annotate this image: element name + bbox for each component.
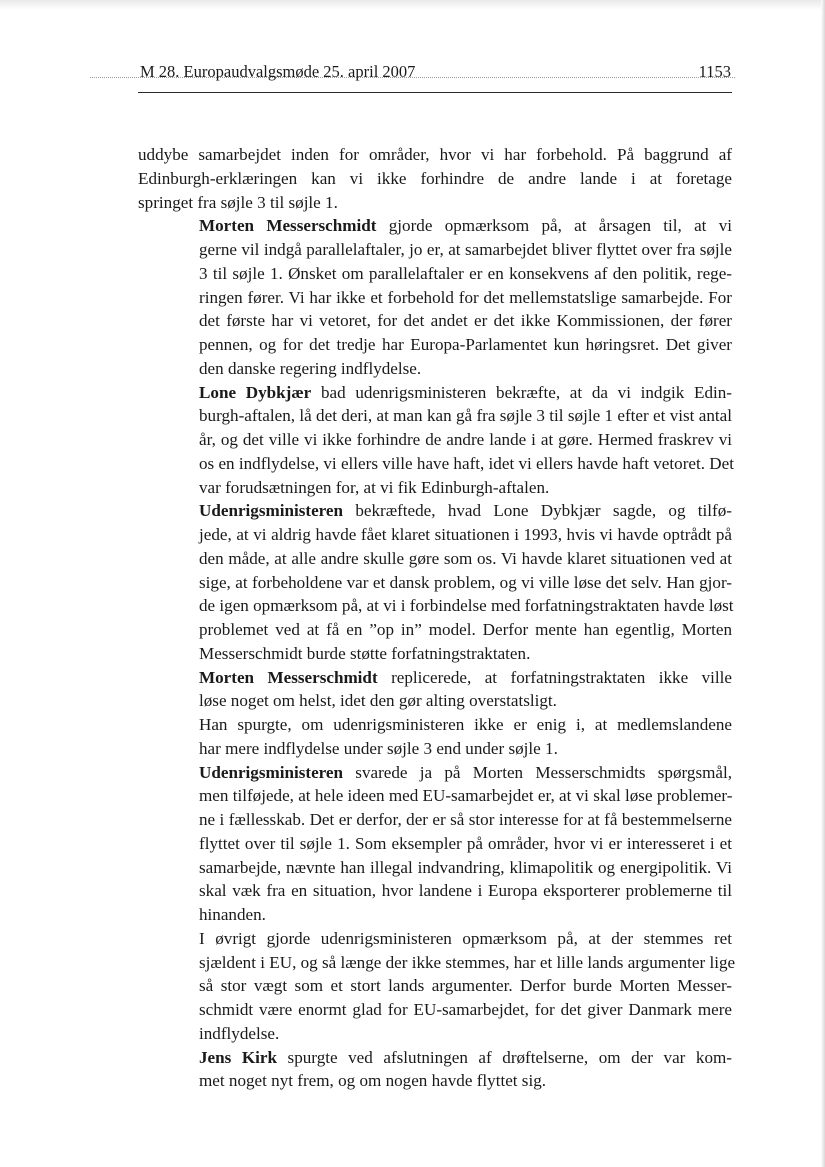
line-text: indflydelse. [199, 1023, 280, 1043]
line-text: så stor vægt som et stort lands argumenter. Derfor burde Morten Messer- [199, 976, 732, 996]
paragraph [138, 214, 732, 380]
text-line [138, 618, 732, 642]
line-text: bad udenrigsministeren bekræfte, at da vi indgik Edin- [311, 382, 732, 402]
line-text: springet fra søjle 3 til søjle 1. [138, 192, 338, 212]
text-line [138, 642, 732, 666]
line-text: løse noget om helst, idet den gør alting overstatsligt. [199, 691, 557, 711]
line-text: os en indflydelse, vi ellers ville have haft, idet vi ellers havde haft vetoret. Det [199, 453, 734, 473]
header-rule [138, 92, 732, 93]
text-line [138, 1022, 732, 1046]
line-text: gerne vil indgå parallelaftaler, jo er, at samarbejdet bliver flyttet over fra søjle [199, 240, 732, 259]
speaker-name: Morten Messerschmidt [199, 667, 378, 687]
text-line [138, 974, 732, 998]
line-text: schmidt være enormt glad for EU-samarbejdet, for det giver Danmark mere [199, 1000, 732, 1019]
line-text: det første har vi vetoret, for det andet er det ikke Kommissionen, der fører [199, 311, 732, 331]
line-text: Messerschmidt burde støtte forfatningstraktaten. [199, 643, 531, 663]
line-text: flyttet over til søjle 1. Som eksempler på områder, hvor vi er interesseret i et [199, 833, 732, 853]
text-line [138, 689, 732, 713]
text-line [138, 357, 732, 381]
line-text: hinanden. [199, 905, 266, 924]
paragraph [138, 666, 732, 714]
text-line [138, 927, 732, 951]
line-text: problemet ved at få en ”op in” model. Derfor mente han egentlig, Morten [199, 620, 732, 639]
line-text: men tilføjede, at hele ideen med EU-samarbejdet er, at vi skal løse problemer- [199, 786, 733, 806]
line-text: 3 til søjle 1. Ønsket om parallelaftaler er en konsekvens af den politik, rege- [199, 263, 732, 283]
text-line [138, 784, 732, 808]
line-text: ringen fører. Vi har ikke et forbehold for det mellemstatslige samarbejde. For [199, 287, 732, 307]
line-text: har mere indflydelse under søjle 3 end under søjle 1. [199, 738, 558, 758]
paragraph [138, 927, 736, 1046]
line-text: bekræftede, hvad Lone Dybkjær sagde, og tilfø- [343, 501, 732, 521]
line-text: Han spurgte, om udenrigsministeren ikke er enig i, at medlemslandene [199, 715, 732, 734]
text-line [138, 191, 732, 215]
text-line [138, 143, 732, 167]
text-line [138, 428, 732, 452]
paragraph [138, 381, 732, 500]
text-line [138, 998, 732, 1022]
speaker-name: Udenrigsministeren [199, 501, 344, 521]
line-text: de igen opmærksom på, at vi i forbindelse med forfatningstraktaten havde løst [199, 596, 734, 616]
text-line [138, 309, 732, 333]
paragraph [138, 1046, 732, 1094]
text-line [138, 333, 732, 357]
line-text: spurgte ved afslutningen af drøftelserne, om der var kom- [277, 1047, 732, 1067]
line-text: pennen, og for det tredje har Europa-Parlamentet kun høringsret. Det giver [199, 335, 732, 354]
speaker-name: Jens Kirk [199, 1047, 277, 1067]
text-line [138, 737, 732, 761]
line-text: var forudsætningen for, at vi fik Edinburgh-aftalen. [199, 477, 550, 497]
text-line [138, 547, 732, 571]
text-line [138, 1046, 732, 1070]
line-text: jede, at vi aldrig havde fået klaret situationen i 1993, hvis vi havde optrådt på [199, 525, 732, 544]
text-line [138, 238, 732, 262]
header-title: M 28. Europaudvalgsmøde 25. april 2007 [140, 62, 416, 81]
line-text: uddybe samarbejdet inden for områder, hvor vi har forbehold. På baggrund af [138, 145, 732, 164]
line-text: den måde, at alle andre skulle gøre som os. Vi havde klaret situationen ved at [199, 548, 732, 568]
scan-edge-top [0, 0, 825, 10]
text-line [138, 571, 732, 595]
text-line [138, 832, 732, 856]
line-text: met noget nyt frem, og om nogen havde flyttet sig. [199, 1071, 547, 1091]
text-line [138, 761, 732, 785]
paragraph [138, 713, 732, 761]
text-line [138, 452, 732, 476]
line-text: samarbejde, nævnte han illegal indvandring, klimapolitik og energipolitik. Vi [199, 857, 732, 877]
line-text: skal væk fra en situation, hvor landene i Europa eksporterer problemerne til [199, 881, 732, 901]
running-header [90, 62, 735, 86]
text-line [138, 903, 732, 927]
speaker-name: Udenrigsministeren [199, 762, 344, 782]
document-body [138, 143, 736, 1093]
text-line [138, 167, 732, 191]
text-line [138, 381, 732, 405]
line-text: svarede ja på Morten Messerschmidts spørgsmål, [343, 762, 732, 782]
text-line [138, 879, 732, 903]
line-text: I øvrigt gjorde udenrigsministeren opmærksom på, at der stemmes ret [199, 928, 732, 948]
text-line [138, 1069, 732, 1093]
text-line [138, 713, 732, 737]
paragraph [138, 143, 732, 214]
paragraph [138, 761, 732, 927]
line-text: replicerede, at forfatningstraktaten ikke ville [377, 667, 732, 687]
text-line [138, 594, 732, 618]
speaker-name: Lone Dybkjær [199, 382, 312, 402]
text-line [138, 856, 732, 880]
text-line [138, 262, 732, 286]
text-line [138, 404, 732, 428]
text-line [138, 286, 732, 310]
scan-edge-right [821, 0, 825, 1167]
text-line [138, 476, 732, 500]
paragraph [138, 499, 732, 665]
text-line [138, 951, 736, 975]
line-text: Edinburgh-erklæringen kan vi ikke forhindre de andre lande i at foretage [138, 168, 732, 188]
line-text: den danske regering indflydelse. [199, 358, 422, 378]
line-text: gjorde opmærksom på, at årsagen til, at vi [376, 216, 732, 236]
text-line [138, 666, 732, 690]
text-line [138, 808, 732, 832]
text-line [138, 499, 732, 523]
line-text: sjældent i EU, og så længe der ikke stemmes, har et lille lands argumenter lige [199, 952, 736, 972]
line-text: sige, at forbeholdene var et dansk problem, og vi ville løse det selv. Han gjor- [199, 572, 732, 592]
line-text: ne i fællesskab. Det er derfor, der er så stor interesse for at få bestemmelserne [199, 810, 732, 829]
page-number: 1153 [698, 62, 731, 81]
line-text: burgh-aftalen, lå det deri, at man kan gå fra søjle 3 til søjle 1 efter et vist antal [199, 406, 732, 426]
line-text: år, og det ville vi ikke forhindre de andre lande i at gøre. Hermed fraskrev vi [199, 430, 732, 449]
speaker-name: Morten Messerschmidt [199, 216, 377, 236]
text-line [138, 214, 732, 238]
text-line [138, 523, 732, 547]
